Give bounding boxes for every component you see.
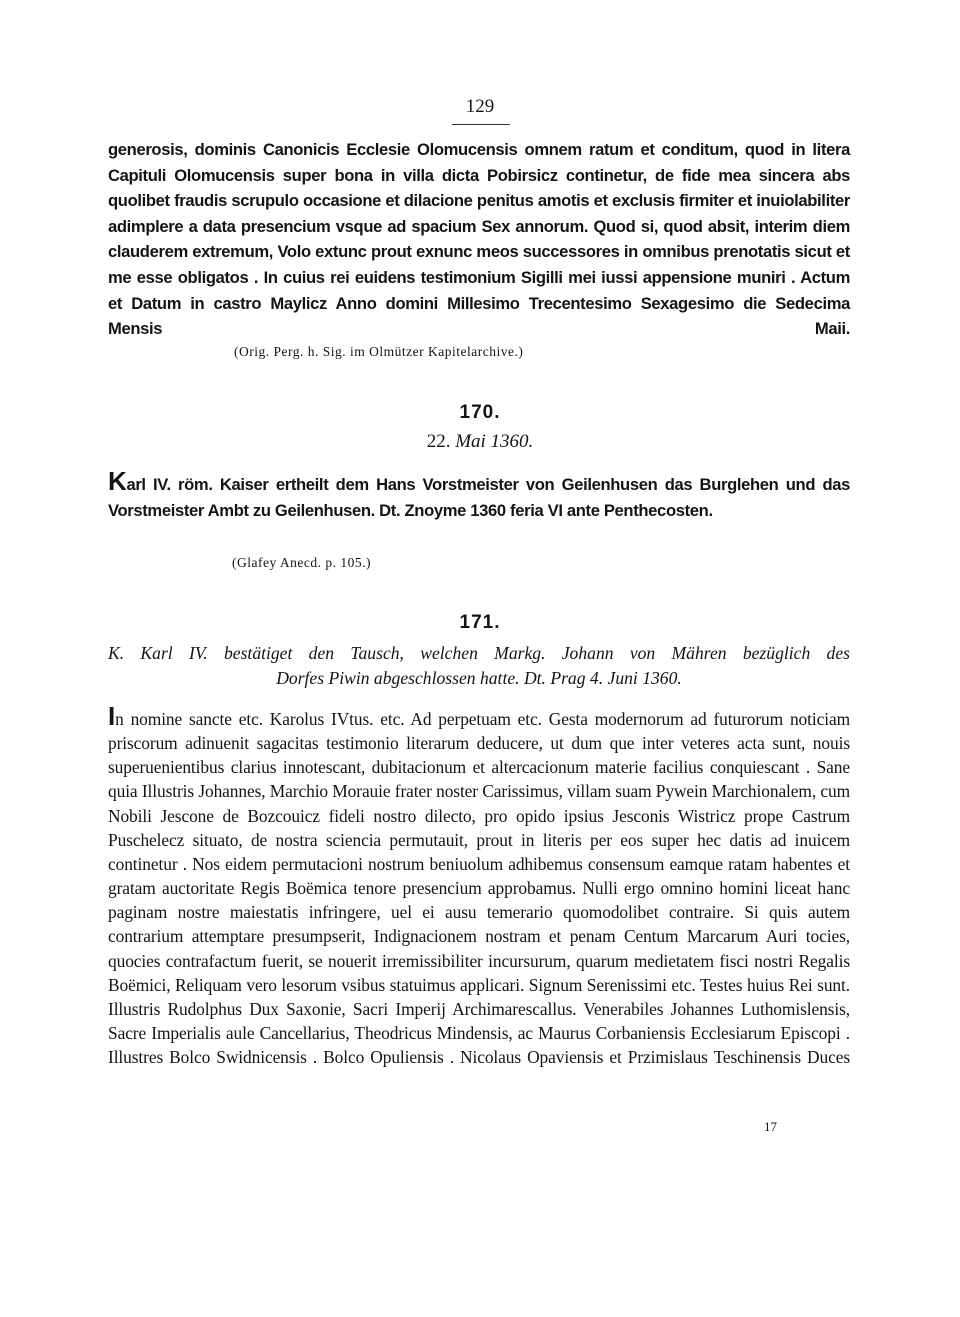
document-number-171: 171. [459,612,501,633]
title-line-2: Dorfes Piwin abgeschlossen hatte. Dt. Prag 4. Juni 1360. [276,668,682,688]
title-line-1: K. Karl IV. bestätiget den Tausch, welchen Markg. Johann von Mähren bezüglich des [108,643,850,663]
document-date-170 [330,431,630,453]
document-number-170: 170. [459,402,501,423]
intro-paragraph: generosis, dominis Canonicis Ecclesie Olomucensis omnem ratum et conditum, quod in litera Capituli Olomucensis super bona in villa dicta Pobirsicz continetur, de fide mea sincera abs quolibet fraudis scrupulo occasione et dilacione penitus amotis et exclusis firmiter et inuiolabiliter adimplere a data presencium vsque ad spacium Sex annorum. Quod si, quod absit, interim diem clauderem extremum, Volo extunc prout exnunc meos successores in omnibus prenotatis sicut et me esse obligatos . In cuius rei euidens testimonium Sigilli mei iussi appensione muniri . Actum et Datum in castro Maylicz Anno domini Millesimo Trecentesimo Sexagesimo die Sedecima Mensis Maii. [108,140,850,339]
date-month-year: Mai 1360. [455,431,534,452]
drop-initial-k: K [108,466,127,496]
intro-source-note: (Orig. Perg. h. Sig. im Olmützer Kapitelarchive.) [234,344,524,359]
date-day: 22. [426,431,451,452]
document-title-171 [108,641,850,691]
signature-number: 17 [764,1119,777,1134]
drop-initial-i: I [108,701,116,731]
body-text-171: n nomine sancte etc. Karolus IVtus. etc. Ad perpetuam etc. Gesta modernorum ad futurorum noticiam priscorum adinuenit sagacitas testimonio literarum deducere, ut dum que inter veteres acta sunt, nouis superuenientibus clarius innotescant, dubitacionum et altercacionum materie facilius conquiescant . Sane quia Illustris Johannes, Marchio Morauie frater noster Carissimus, villam suam Pywein Marchionalem, cum Nobili Jescone de Bozcouicz fideli nostro dilecto, pro opido ipsius Jesconis Wistricz prope Castrum Puschelecz situato, de nostra sciencia permutauit, prout in literis per eos super hec datis ad inuicem continetur . Nos eidem permutacioni nostrum beniuolum adhibemus consensum eamque ratam habentes et gratam auctoritate Regis Boëmica tenore presencium approbamus. Nulli ergo omnino homini liceat hanc paginam nostre maiestatis infringere, uel ei ausu temerario quomodolibet contraire. Si quis autem contrarium attemptare presumpserit, Indignacionem nostram et penam Centum Marcarum Auri tocies, quocies contrafactum fuerit, se nouerit irremissibiliter incursurum, quarum medietatem fisci nostri Regalis Boëmici, Reliquam vero lesorum vsibus statuimus applicari. Signum Serenissimi etc. Testes huius Rei sunt. Illustris Rudolphus Dux Saxonie, Sacri Imperij Archimarescallus. Venerabiles Johannes Luthomislensis, Sacre Imperialis aule Cancellarius, Theodricus Mindensis, ac Maurus Corbaniensis Ecclesiarum Episcopi . Illustres Bolco Swidnicensis . Bolco Opuliensis . Nicolaus Opaviensis et Przimislaus Teschinensis Duces [108,709,850,1068]
page-number: 129 [465,96,495,117]
summary-text-170: arl IV. röm. Kaiser ertheilt dem Hans Vorstmeister von Geilenhusen das Burglehen und das Vorstmeister Ambt zu Geilenhusen. Dt. Znoyme 1360 feria VI ante Penthecosten. [108,475,850,520]
document-body-171 [108,703,850,1069]
page-number-rule [452,124,510,125]
document-summary-170 [108,468,850,523]
source-note-170: (Glafey Anecd. p. 105.) [232,555,371,570]
